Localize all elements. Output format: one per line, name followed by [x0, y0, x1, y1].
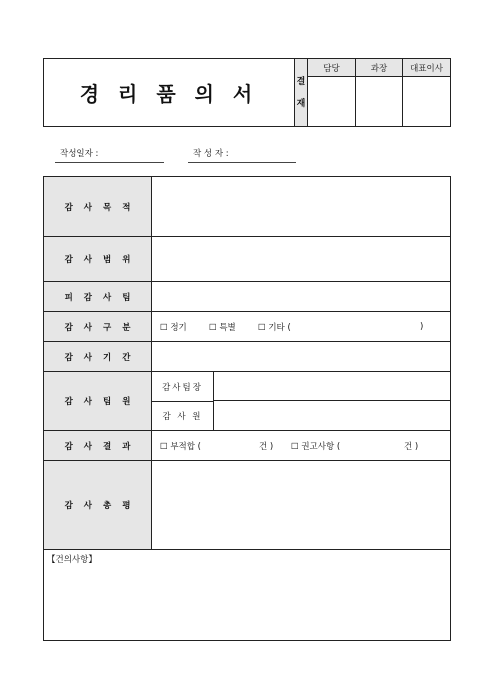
date-field[interactable] [55, 162, 164, 163]
label-purpose: 감사목적 [44, 177, 152, 236]
row-period [44, 342, 450, 372]
field-period[interactable] [152, 342, 450, 371]
row-result [44, 431, 450, 461]
label-category: 감사구분 [44, 312, 152, 341]
date-label: 작성일자 : [60, 149, 99, 159]
approval-head-section-chief: 과장 [356, 59, 402, 77]
document-title: 경 리 품 의 서 [79, 82, 259, 106]
row-purpose [44, 177, 450, 237]
field-team [152, 372, 450, 430]
label-scope: 감사범위 [44, 237, 152, 281]
approval-cell-section-chief[interactable] [356, 59, 403, 126]
checkbox-unfit[interactable]: ☐ 부적합 ( [160, 441, 201, 452]
other-close-paren: ) [420, 321, 424, 332]
row-category [44, 312, 450, 342]
approval-head-manager: 담당 [308, 59, 355, 77]
opinion-label: 【건의사항】 [47, 555, 97, 565]
field-review[interactable] [152, 461, 450, 549]
advice-unit: 건 ) [404, 441, 419, 452]
field-result [152, 431, 450, 460]
label-review: 감사총평 [44, 461, 152, 549]
approval-cell-ceo[interactable] [403, 59, 450, 126]
opinion-box[interactable] [43, 550, 451, 641]
label-result: 감사결과 [44, 431, 152, 460]
label-team-leader: 감사팀장 [152, 372, 214, 402]
unfit-unit: 건 ) [259, 441, 274, 452]
approval-label-bottom: 재 [296, 98, 306, 109]
approval-head-ceo: 대표이사 [403, 59, 450, 77]
row-scope [44, 237, 450, 282]
checkbox-advice[interactable]: ☐ 권고사항 ( [291, 441, 341, 452]
approval-label [294, 59, 308, 126]
checkbox-regular[interactable]: ☐ 정기 [160, 322, 187, 333]
audit-table [43, 176, 451, 550]
field-category [152, 312, 450, 341]
label-team: 감사팀원 [44, 372, 152, 430]
label-team-member: 감 사 원 [152, 401, 214, 431]
row-team [44, 372, 450, 431]
approval-cell-manager[interactable] [308, 59, 356, 126]
field-team-leader[interactable] [213, 372, 450, 401]
label-auditee: 피감사팀 [44, 282, 152, 311]
approval-label-top: 결 [296, 76, 306, 87]
row-auditee [44, 282, 450, 312]
author-label: 작 성 자 : [193, 149, 229, 159]
field-scope[interactable] [152, 237, 450, 281]
field-purpose[interactable] [152, 177, 450, 236]
author-field[interactable] [188, 162, 296, 163]
checkbox-special[interactable]: ☐ 특별 [209, 322, 236, 333]
checkbox-other[interactable]: ☐ 기타 ( [258, 322, 291, 333]
row-review [44, 461, 450, 549]
label-period: 감사기간 [44, 342, 152, 371]
field-auditee[interactable] [152, 282, 450, 311]
field-team-member[interactable] [213, 401, 450, 431]
document-header [43, 58, 451, 127]
